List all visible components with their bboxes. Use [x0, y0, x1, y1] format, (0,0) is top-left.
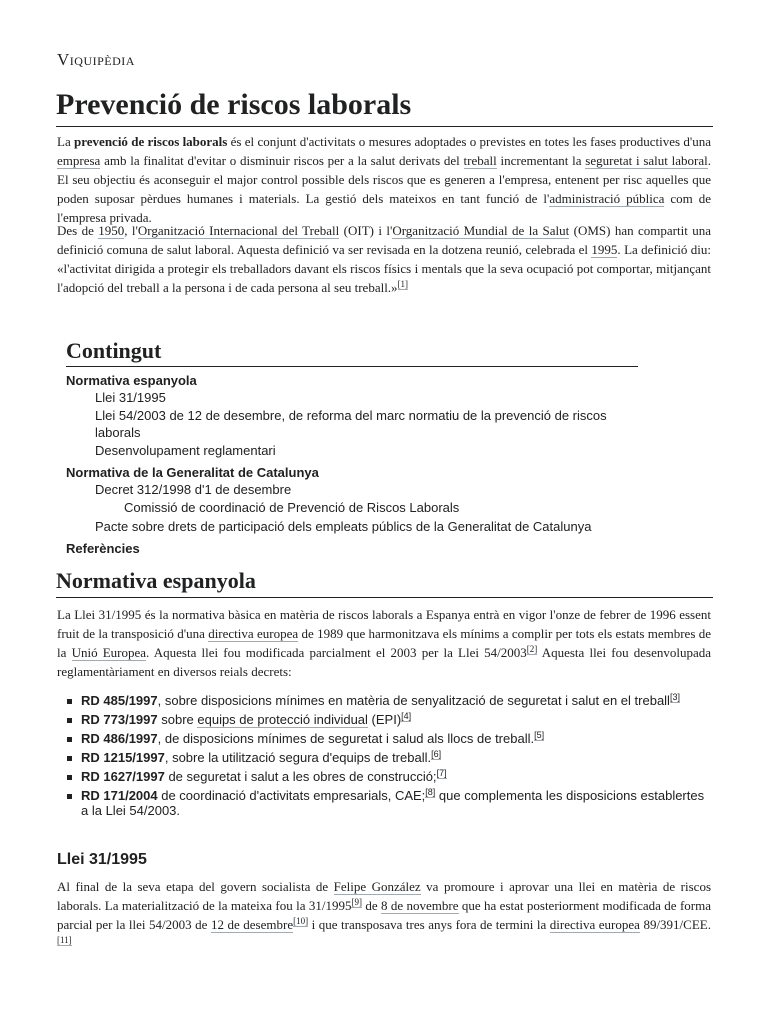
list-item: RD 773/1997 sobre equips de protecció individual (EPI)[4] [63, 712, 713, 727]
link-oms[interactable]: Organització Mundial de la Salut [392, 223, 570, 238]
reference-1[interactable]: [1] [397, 278, 409, 289]
wikipedia-wordmark[interactable]: Viquipèdia [57, 50, 135, 69]
link-felipe-gonzalez[interactable]: Felipe González [333, 879, 421, 894]
toc-item-comissio[interactable]: Comissió de coordinació de Prevenció de Riscos Laborals [124, 499, 460, 515]
list-item: RD 486/1997, de disposicions mínimes de seguretat i salud als llocs de treball.[5] [63, 731, 713, 746]
link-seguretat-salut-laboral[interactable]: seguretat i salut laboral [585, 153, 708, 168]
toc-item-generalitat[interactable]: Normativa de la Generalitat de Catalunya [66, 465, 319, 480]
link-oit[interactable]: Organització Internacional del Treball [137, 223, 340, 238]
section-heading-llei-31-1995: Llei 31/1995 [57, 851, 147, 868]
link-8-novembre[interactable]: 8 de novembre [381, 898, 459, 913]
toc-item-llei-54-2003[interactable]: Llei 54/2003 de 12 de desembre, de reforma del marc normatiu de la prevenció de riscos laborals [95, 407, 607, 440]
link-directiva-europea[interactable]: directiva europea [208, 626, 299, 641]
list-item: RD 171/2004 de coordinació d'activitats empresarials, CAE;[8] que complementa les disposicions establertes a la Llei 54/2003. [63, 788, 713, 818]
toc-item-decret-312-1998[interactable]: Decret 312/1998 d'1 de desembre [95, 482, 292, 497]
link-1950[interactable]: 1950 [98, 223, 125, 238]
link-12-desembre[interactable]: 12 de desembre [210, 917, 294, 932]
toc-item-normativa-espanyola[interactable]: Normativa espanyola [66, 373, 197, 388]
section-heading-normativa-espanyola: Normativa espanyola [56, 568, 256, 593]
reference-9[interactable]: [9] [351, 896, 362, 907]
section-divider [56, 597, 713, 598]
llei-paragraph: Al final de la seva etapa del govern socialista de Felipe González va promoure i aprovar una llei en matèria de riscos laborals. La materialització de la mateixa fou la 31/1995[9] de 8 de novembre que ha estat posteriorment modificada de forma parcial per la llei 54/2003 de 12 de desembre[10] i que transposava tres anys fora de termini la directiva europea 89/391/CEE.[11] [57, 879, 712, 945]
list-item: RD 1627/1997 de seguretat i salut a les obres de construcció;[7] [63, 769, 713, 784]
title-divider [56, 126, 713, 127]
reference-11[interactable]: [11] [57, 934, 72, 945]
reference-3[interactable]: [3] [669, 691, 680, 702]
toc-item-desenvolupament[interactable]: Desenvolupament reglamentari [95, 442, 276, 458]
normativa-paragraph: La Llei 31/1995 és la normativa bàsica en matèria de riscos laborals a Espanya entrà en vigor l'onze de febrer de 1996 essent fruit de la transposició d'una directiva europea de 1989 que harmonitzava els mínims a complir per tots els estats membres de la Unió Europea. Aquesta llei fou modificada parcialment el 2003 per la Llei 54/2003[2] Aquesta llei fou desenvolupada reglamentàriament en diversos reials decrets: [57, 607, 711, 679]
list-item: RD 485/1997, sobre disposicions mínimes en matèria de senyalització de seguretat i salut en el treball[3] [63, 693, 713, 708]
reference-8[interactable]: [8] [425, 786, 436, 797]
link-equips-proteccio[interactable]: equips de protecció individual [197, 712, 368, 727]
link-administracio-publica[interactable]: administració pública [549, 191, 665, 206]
toc-item-pacte[interactable]: Pacte sobre drets de participació dels empleats públics de la Generalitat de Catalunya [95, 518, 592, 534]
royal-decrees-list [63, 693, 713, 822]
link-unio-europea[interactable]: Unió Europea [71, 645, 147, 660]
reference-2[interactable]: [2] [526, 643, 538, 654]
toc-item-llei-31-1995[interactable]: Llei 31/1995 [95, 390, 166, 405]
reference-4[interactable]: [4] [401, 710, 412, 721]
reference-10[interactable]: [10] [293, 915, 309, 926]
link-1995[interactable]: 1995 [591, 242, 618, 257]
table-of-contents [66, 336, 638, 557]
link-treball[interactable]: treball [463, 153, 497, 168]
intro-paragraph-2: Des de 1950, l'Organització Internacional del Treball (OIT) i l'Organització Mundial de la Salut (OMS) han compartit una definició comuna de salut laboral. Aquesta definició va ser revisada en la dotzena reunió, celebrada el 1995. La definició diu: «l'activitat dirigida a protegir els treballadors davant els riscos físics i mentals que la seva ocupació pot comportar, mitjançant l'adopció del treball a la persona i de cada persona al seu treball.»[1] [57, 223, 712, 295]
reference-7[interactable]: [7] [436, 767, 447, 778]
toc-title: Contingut [66, 336, 638, 367]
toc-item-referencies[interactable]: Referències [66, 541, 140, 556]
page-title: Prevenció de riscos laborals [56, 88, 412, 121]
intro-paragraph-1: La prevenció de riscos laborals és el conjunt d'activitats o mesures adoptades o previstes en totes les fases productives d'una empresa amb la finalitat d'evitar o disminuir riscos per a la salut derivats del treball incrementant la seguretat i salut laboral. El seu objectiu és aconseguir el major control possible dels riscos que es generen a l'empresa, entenent per risc aquelles que poden suposar pèrdues humanes i materials. La gestió dels mateixos en tant funció de l'administració pública com de l'empresa privada. [57, 134, 711, 225]
reference-6[interactable]: [6] [431, 748, 442, 759]
link-empresa[interactable]: empresa [57, 153, 101, 168]
reference-5[interactable]: [5] [534, 729, 545, 740]
link-directiva-europea-2[interactable]: directiva europea [549, 917, 640, 932]
list-item: RD 1215/1997, sobre la utilització segura d'equips de treball.[6] [63, 750, 713, 765]
